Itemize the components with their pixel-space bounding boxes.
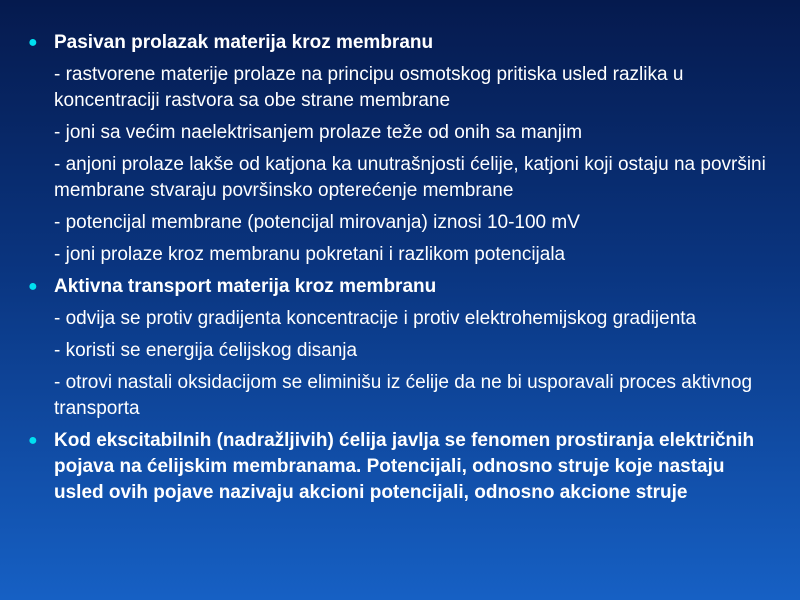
- sub-item: - joni prolaze kroz membranu pokretani i razlikom potencijala: [54, 244, 566, 265]
- sub-item: - rastvorene materije prolaze na principu osmotskog pritiska usled razlika u koncentraciji rastvora sa obe strane membrane: [54, 64, 684, 111]
- heading-pasivan: Pasivan prolazak materija kroz membranu: [54, 32, 434, 53]
- heading-aktivna: Aktivna transport materija kroz membranu: [54, 276, 437, 297]
- sub-item: - joni sa većim naelektrisanjem prolaze teže od onih sa manjim: [54, 122, 583, 143]
- sub-item: - potencijal membrane (potencijal mirovanja) iznosi 10-100 mV: [54, 212, 580, 233]
- bullet-dot-icon: ●: [28, 34, 38, 51]
- bullet-ekscitabilne: [22, 428, 770, 506]
- heading-ekscitabilne: Kod ekscitabilnih (nadražljivih) ćelija javlja se fenomen prostiranja električnih pojava na ćelijskim membranama. Potencijali, odnosno struje koje nastaju usled ovih pojave nazivaju akcioni potencijali, odnosno akcione struje: [54, 430, 755, 503]
- bullet-pasivan: [22, 30, 770, 56]
- bullet-dot-icon: ●: [28, 278, 38, 295]
- sub-item: - odvija se protiv gradijenta koncentracije i protiv elektrohemijskog gradijenta: [54, 308, 697, 329]
- bullet-aktivna: [22, 274, 770, 300]
- sub-item: - otrovi nastali oksidacijom se eliminišu iz ćelije da ne bi usporavali proces aktivnog transporta: [54, 372, 753, 419]
- bullet-dot-icon: ●: [28, 432, 38, 449]
- sub-item: - anjoni prolaze lakše od katjona ka unutrašnjosti ćelije, katjoni koji ostaju na površini membrane stvaraju površinsko opterećenje membrane: [54, 154, 766, 201]
- sub-item: - koristi se energija ćelijskog disanja: [54, 340, 358, 361]
